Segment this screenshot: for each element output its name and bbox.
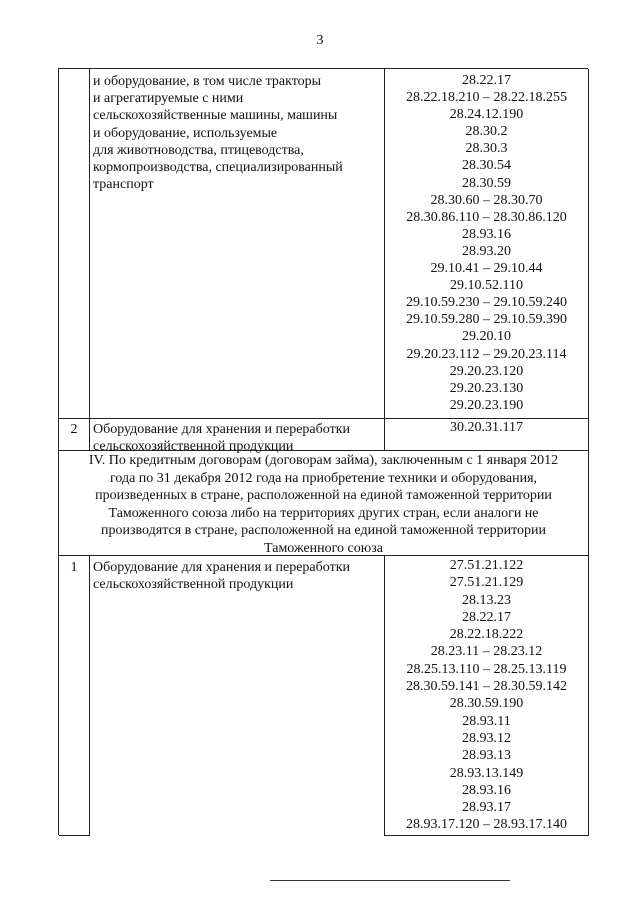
classification-codes: 28.22.17 28.22.18.210 – 28.22.18.255 28.24.12.190 28.30.2 28.30.3 28.30.54 28.30.59 28.30.60 – 28.30.70 28.30.86.110 – 28.30.86.120 28.93.16 28.93.20 29.10.41 – 29.10.44 29.10.52.110 29.10.59.230 – 29.10.59.240 29.10.59.280 – 29.10.59.390 29.20.10 29.20.23.112 – 29.20.23.114 29.20.23.120 29.20.23.130 29.20.23.190 (406, 73, 567, 413)
row-divider (59, 835, 89, 836)
column-divider (89, 555, 90, 836)
row-number: 1 (70, 560, 78, 575)
row-divider (384, 835, 589, 836)
classification-code: 30.20.31.117 (450, 420, 523, 435)
column-divider (89, 69, 90, 450)
page-number: 3 (316, 33, 324, 48)
document-table (58, 68, 588, 835)
classification-codes: 27.51.21.122 27.51.21.129 28.13.23 28.22.17 28.22.18.222 28.23.11 – 28.23.12 28.25.13.110 – 28.25.13.119 28.30.59.141 – 28.30.59.142 28.30.59.190 28.93.11 28.93.12 28.93.13 28.93.13.149 28.93.16 28.93.17 28.93.17.120 – 28.93.17.140 (406, 558, 567, 833)
equipment-description: Оборудование для хранения и переработки сельскохозяйственной продукции (93, 560, 350, 593)
table-right-border (588, 69, 589, 836)
row-number: 2 (70, 422, 78, 437)
equipment-description: и оборудование, в том числе тракторы и агрегатируемые с ними сельскохозяйственные машины, машины и оборудование, используемые для животноводства, птицеводства, кормопроизводства, специализированный транспорт (93, 74, 343, 193)
section-heading: IV. По кредитным договорам (договорам займа), заключенным с 1 января 2012 года по 31 декабря 2012 года на приобретение техники и оборудования, произведенных в стране, расположенной на единой таможенной территории Таможенного союза либо на территориях других стран, если аналоги не производятся в стране, расположенной на единой таможенной территории Таможенного союза (88, 453, 559, 556)
page-footer-rule (270, 880, 510, 881)
equipment-description: Оборудование для хранения и переработки сельскохозяйственной продукции (93, 422, 350, 455)
